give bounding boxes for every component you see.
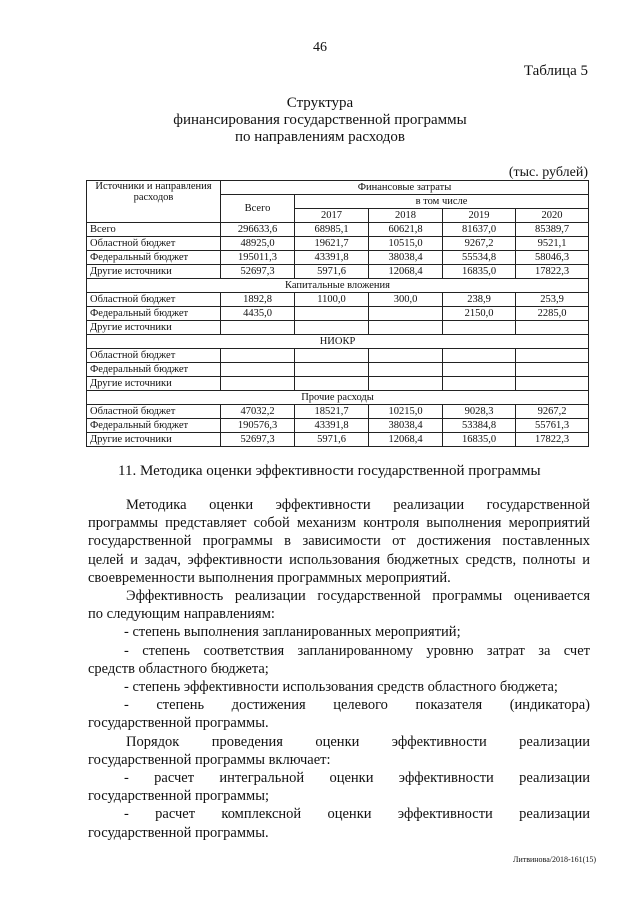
value-cell — [443, 349, 516, 363]
including-header: в том числе — [295, 195, 589, 209]
value-cell: 38038,4 — [369, 251, 443, 265]
table-row — [87, 419, 589, 433]
paragraph-line: государственной программы. — [88, 715, 269, 732]
row-label: Областной бюджет — [87, 237, 221, 251]
value-cell: 190576,3 — [221, 419, 295, 433]
row-label: Другие источники — [87, 265, 221, 279]
title-line: финансирования государственной программы — [173, 112, 467, 128]
row-label: Всего — [87, 223, 221, 237]
title-line: Структура — [286, 95, 354, 111]
value-cell: 1892,8 — [221, 293, 295, 307]
list-item: - степень соответствия запланированному уровню затрат за счет — [124, 642, 590, 659]
value-cell — [221, 363, 295, 377]
list-item: - расчет комплексной оценки эффективности реализации — [124, 806, 590, 823]
row-label: Областной бюджет — [87, 349, 221, 363]
section-row — [87, 279, 589, 293]
value-cell: 12068,4 — [369, 265, 443, 279]
row-label: Другие источники — [87, 321, 221, 335]
paragraph-line: программы представляет собой механизм контроля выполнения мероприятий — [88, 515, 590, 532]
value-cell: 55534,8 — [443, 251, 516, 265]
value-cell — [516, 321, 589, 335]
value-cell — [369, 321, 443, 335]
value-cell — [295, 321, 369, 335]
row-label: Федеральный бюджет — [87, 307, 221, 321]
paragraph-line: Порядок проведения оценки эффективности реализации — [126, 733, 590, 750]
value-cell: 253,9 — [516, 293, 589, 307]
value-cell: 53384,8 — [443, 419, 516, 433]
table-row — [87, 433, 589, 447]
value-cell — [516, 349, 589, 363]
table-row — [87, 251, 589, 265]
table-title — [0, 95, 640, 146]
year-header: 2020 — [516, 209, 589, 223]
value-cell: 10215,0 — [369, 405, 443, 419]
row-label: Областной бюджет — [87, 405, 221, 419]
table-row — [87, 405, 589, 419]
value-cell: 48925,0 — [221, 237, 295, 251]
row-label: Федеральный бюджет — [87, 363, 221, 377]
page-number: 46 — [313, 40, 327, 55]
value-cell: 43391,8 — [295, 419, 369, 433]
table-row — [87, 349, 589, 363]
table-row — [87, 377, 589, 391]
value-cell: 2150,0 — [443, 307, 516, 321]
table-header-row — [87, 181, 589, 195]
value-cell: 238,9 — [443, 293, 516, 307]
list-item: - степень достижения целевого показателя (индикатора) — [124, 697, 590, 714]
paragraph-line: государственной программы в зависимости от достижения поставленных — [88, 533, 590, 550]
value-cell: 16835,0 — [443, 433, 516, 447]
paragraph-line: государственной программы; — [88, 788, 269, 805]
row-label: Федеральный бюджет — [87, 419, 221, 433]
list-item: - степень эффективности использования средств областного бюджета; — [124, 679, 558, 696]
paragraph-line: своевременности выполнения программных мероприятий. — [88, 569, 451, 586]
table-label: Таблица 5 — [523, 63, 588, 79]
value-cell: 1100,0 — [295, 293, 369, 307]
value-cell: 16835,0 — [443, 265, 516, 279]
value-cell — [443, 377, 516, 391]
section-row — [87, 391, 589, 405]
value-cell: 12068,4 — [369, 433, 443, 447]
value-cell: 10515,0 — [369, 237, 443, 251]
paragraph-line: государственной программы включает: — [88, 751, 331, 768]
value-cell: 9028,3 — [443, 405, 516, 419]
table-row — [87, 307, 589, 321]
value-cell — [221, 349, 295, 363]
value-cell: 9267,2 — [516, 405, 589, 419]
value-cell — [295, 307, 369, 321]
value-cell: 18521,7 — [295, 405, 369, 419]
section-label: Прочие расходы — [87, 391, 589, 405]
year-header: 2018 — [369, 209, 443, 223]
value-cell: 195011,3 — [221, 251, 295, 265]
section-heading: 11. Методика оценки эффективности государственной программы — [118, 463, 541, 479]
value-cell: 81637,0 — [443, 223, 516, 237]
financing-table — [86, 180, 589, 447]
value-cell: 43391,8 — [295, 251, 369, 265]
units-label: (тыс. рублей) — [508, 165, 588, 180]
table-row — [87, 223, 589, 237]
table-row — [87, 321, 589, 335]
value-cell — [369, 349, 443, 363]
list-item: - степень выполнения запланированных мероприятий; — [124, 624, 461, 641]
value-cell: 38038,4 — [369, 419, 443, 433]
value-cell — [221, 321, 295, 335]
section-label: Капитальные вложения — [87, 279, 589, 293]
value-cell: 58046,3 — [516, 251, 589, 265]
value-cell: 300,0 — [369, 293, 443, 307]
row-label: Областной бюджет — [87, 293, 221, 307]
value-cell: 60621,8 — [369, 223, 443, 237]
value-cell — [516, 377, 589, 391]
value-cell: 17822,3 — [516, 433, 589, 447]
row-label: Федеральный бюджет — [87, 251, 221, 265]
row-label: Другие источники — [87, 433, 221, 447]
value-cell — [443, 363, 516, 377]
financial-costs-header: Финансовые затраты — [221, 181, 589, 195]
value-cell: 47032,2 — [221, 405, 295, 419]
value-cell — [516, 363, 589, 377]
list-item: - расчет интегральной оценки эффективности реализации — [124, 770, 590, 787]
value-cell: 9267,2 — [443, 237, 516, 251]
value-cell: 52697,3 — [221, 265, 295, 279]
source-column-header: Источники и направления расходов — [87, 181, 221, 223]
value-cell — [369, 307, 443, 321]
value-cell — [295, 349, 369, 363]
paragraph-line: Методика оценки эффективности реализации государственной — [126, 497, 590, 513]
paragraph-line: средств областного бюджета; — [88, 660, 269, 677]
value-cell — [295, 363, 369, 377]
value-cell — [369, 363, 443, 377]
section-label: НИОКР — [87, 335, 589, 349]
value-cell: 4435,0 — [221, 307, 295, 321]
value-cell — [443, 321, 516, 335]
value-cell: 17822,3 — [516, 265, 589, 279]
value-cell: 52697,3 — [221, 433, 295, 447]
table-row — [87, 293, 589, 307]
value-cell: 9521,1 — [516, 237, 589, 251]
value-cell: 55761,3 — [516, 419, 589, 433]
value-cell: 85389,7 — [516, 223, 589, 237]
value-cell: 5971,6 — [295, 433, 369, 447]
value-cell — [369, 377, 443, 391]
paragraph-line: целей и задач, эффективности использования бюджетных средств, полноты и — [88, 551, 590, 568]
table-row — [87, 265, 589, 279]
section-row — [87, 335, 589, 349]
value-cell: 296633,6 — [221, 223, 295, 237]
value-cell: 68985,1 — [295, 223, 369, 237]
year-header: 2019 — [443, 209, 516, 223]
value-cell: 2285,0 — [516, 307, 589, 321]
value-cell — [221, 377, 295, 391]
title-line: по направлениям расходов — [234, 129, 405, 145]
row-label: Другие источники — [87, 377, 221, 391]
paragraph-line: государственной программы. — [88, 824, 269, 841]
paragraph-line: Эффективность реализации государственной программы оценивается — [126, 588, 590, 605]
value-cell — [295, 377, 369, 391]
table-row — [87, 363, 589, 377]
total-header: Всего — [221, 195, 295, 223]
year-header: 2017 — [295, 209, 369, 223]
value-cell: 5971,6 — [295, 265, 369, 279]
value-cell: 19621,7 — [295, 237, 369, 251]
footer-code: Литвинова/2018-161(15) — [513, 855, 596, 864]
body-text — [88, 496, 590, 842]
table-row — [87, 237, 589, 251]
paragraph-line: по следующим направлениям: — [88, 606, 275, 623]
